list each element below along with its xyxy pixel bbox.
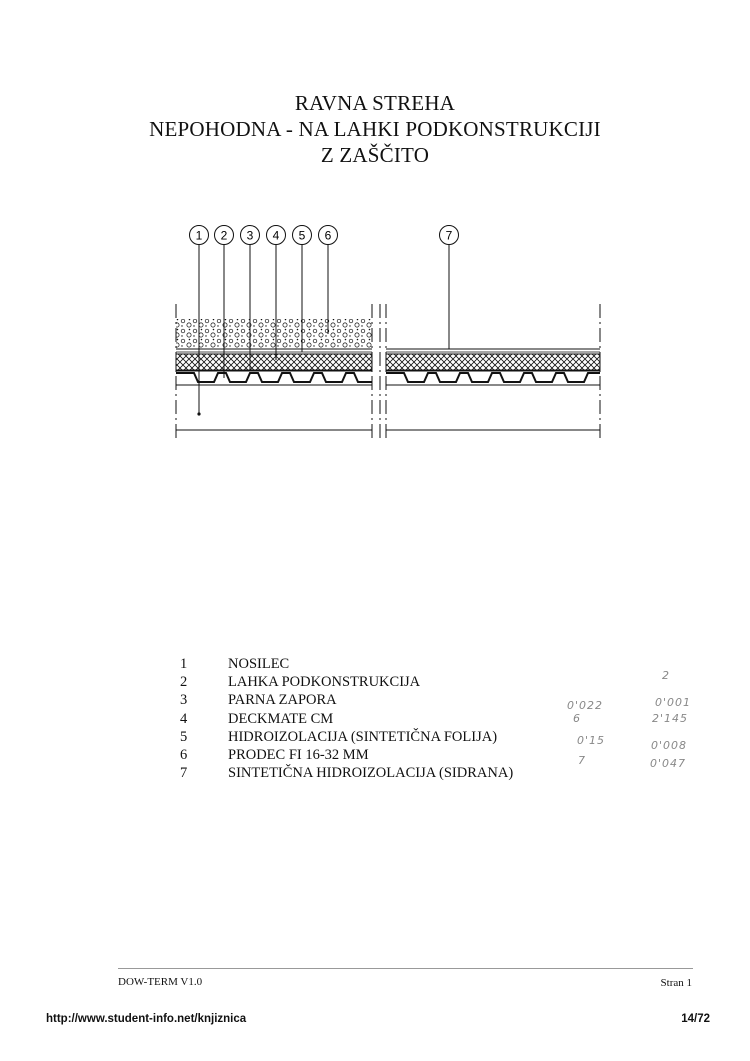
legend-item <box>180 673 513 691</box>
legend-item <box>180 691 513 709</box>
roof-section-drawing <box>168 218 608 443</box>
legend-text: HIDROIZOLACIJA (SINTETIČNA FOLIJA) <box>228 728 498 745</box>
legend-number: 6 <box>180 747 188 764</box>
legend-text: PRODEC FI 16-32 MM <box>228 747 369 764</box>
legend-text: SINTETIČNA HIDROIZOLACIJA (SIDRANA) <box>228 765 514 782</box>
legend-list <box>180 655 513 782</box>
insulation-layer <box>176 354 372 370</box>
marker-4 <box>267 226 286 245</box>
handwritten-note: 2 <box>662 669 670 682</box>
gravel-layer <box>176 319 372 349</box>
left-section <box>176 226 380 441</box>
legend-number: 5 <box>180 728 188 745</box>
svg-text:6: 6 <box>324 228 332 243</box>
legend-item <box>180 655 513 673</box>
marker-5 <box>293 226 312 245</box>
marker-2 <box>215 226 234 245</box>
handwritten-note: 0'008 <box>651 739 688 752</box>
legend-item <box>180 746 513 764</box>
footer-software: DOW-TERM V1.0 <box>118 976 203 988</box>
handwritten-note: 0'022 <box>567 699 604 712</box>
legend-item <box>180 728 513 746</box>
svg-text:4: 4 <box>272 228 280 243</box>
marker-3 <box>241 226 260 245</box>
marker-6 <box>319 226 338 245</box>
handwritten-note: 6 <box>573 712 581 725</box>
handwritten-note: 0'047 <box>650 757 687 770</box>
legend-text: DECKMATE CM <box>228 710 334 727</box>
marker-1 <box>190 226 209 245</box>
svg-text:3: 3 <box>246 228 254 243</box>
legend-number: 2 <box>180 674 188 691</box>
footer-divider <box>118 968 693 969</box>
insulation-layer-right <box>386 354 600 370</box>
legend-number: 1 <box>180 656 188 672</box>
legend-text: LAHKA PODKONSTRUKCIJA <box>228 674 421 691</box>
handwritten-note: 0'001 <box>655 696 692 709</box>
legend-text: NOSILEC <box>228 656 290 672</box>
svg-text:2: 2 <box>220 228 228 243</box>
footer-page-label: Stran 1 <box>660 977 692 989</box>
marker-7 <box>440 226 459 245</box>
trapezoidal-deck <box>176 373 372 382</box>
right-section <box>386 226 600 441</box>
legend-item <box>180 710 513 728</box>
handwritten-note: 2'145 <box>652 712 689 725</box>
title-line-2: NEPOHODNA - NA LAHKI PODKONSTRUKCIJI <box>149 117 601 141</box>
svg-text:7: 7 <box>445 228 453 243</box>
legend-number: 3 <box>180 692 188 709</box>
svg-text:5: 5 <box>298 228 306 243</box>
handwritten-note: 0'15 <box>577 734 606 747</box>
legend-item <box>180 764 513 782</box>
page-number: 14/72 <box>681 1013 710 1025</box>
title-line-3: Z ZAŠČITO <box>320 143 430 167</box>
document-title <box>0 90 750 168</box>
trapezoidal-deck-right <box>386 373 600 382</box>
legend-number: 4 <box>180 710 188 727</box>
legend-number: 7 <box>180 765 188 782</box>
svg-text:1: 1 <box>195 228 203 243</box>
legend-text: PARNA ZAPORA <box>228 692 337 709</box>
title-line-1: RAVNA STREHA <box>294 91 456 115</box>
handwritten-note: 7 <box>578 754 586 767</box>
source-link[interactable]: http://www.student-info.net/knjiznica <box>46 1013 247 1025</box>
